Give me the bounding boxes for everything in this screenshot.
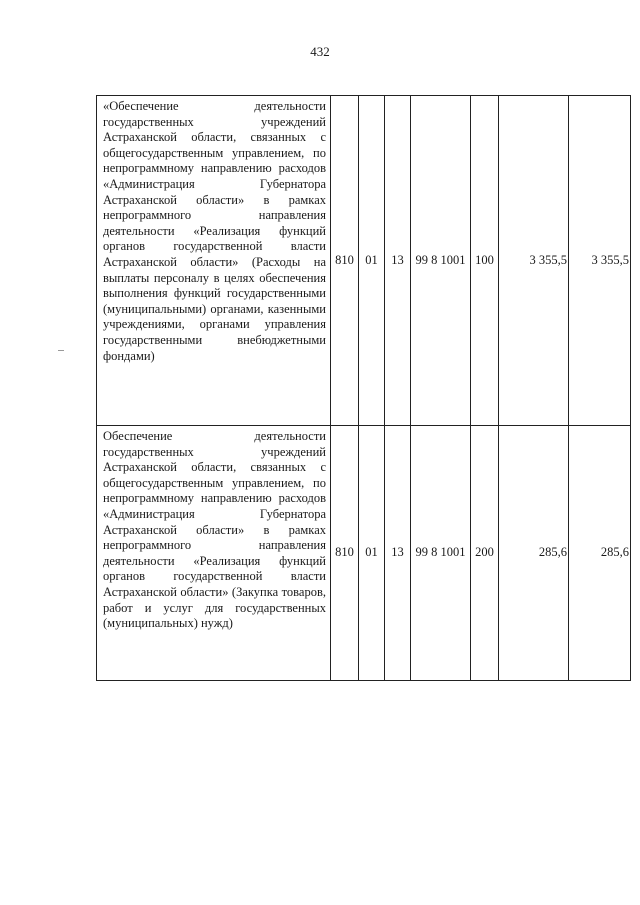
amount-2: 3 355,5 [569, 96, 631, 426]
row-description: «Обеспечение деятельности государственных учреждений Астраханской области, связанных с общегосударственным управлением, по непрограммному направлению расходов «Администрация Губернатора Астраханской области» в рамках непрограммного направления деятельности «Реализация функций органов государственной власти Астраханской области» (Расходы на выплаты персоналу в целях обеспечения выполнения функций государственными (муниципальными) органами, казенными учреждениями, органами управления государственными внебюджетными фондами) [97, 96, 331, 426]
subsection-code: 13 [385, 426, 411, 681]
page-number: 432 [310, 44, 330, 59]
amount-2: 285,6 [569, 426, 631, 681]
subsection-code: 13 [385, 96, 411, 426]
target-article-code: 99 8 1001 [411, 96, 471, 426]
budget-table [96, 95, 631, 681]
target-article-code: 99 8 1001 [411, 426, 471, 681]
ministry-code: 810 [331, 96, 359, 426]
section-code: 01 [359, 96, 385, 426]
table-row [97, 426, 631, 681]
section-code: 01 [359, 426, 385, 681]
margin-mark [58, 350, 64, 351]
expense-type-code: 100 [471, 96, 499, 426]
row-description: Обеспечение деятельности государственных учреждений Астраханской области, связанных с общегосударственным управлением, по непрограммному направлению расходов «Администрация Губернатора Астраханской области» в рамках непрограммного направления деятельности «Реализация функций органов государственной власти Астраханской области» (Закупка товаров, работ и услуг для государственных (муниципальных) нужд) [97, 426, 331, 681]
ministry-code: 810 [331, 426, 359, 681]
expense-type-code: 200 [471, 426, 499, 681]
amount-1: 3 355,5 [499, 96, 569, 426]
table-row [97, 96, 631, 426]
amount-1: 285,6 [499, 426, 569, 681]
